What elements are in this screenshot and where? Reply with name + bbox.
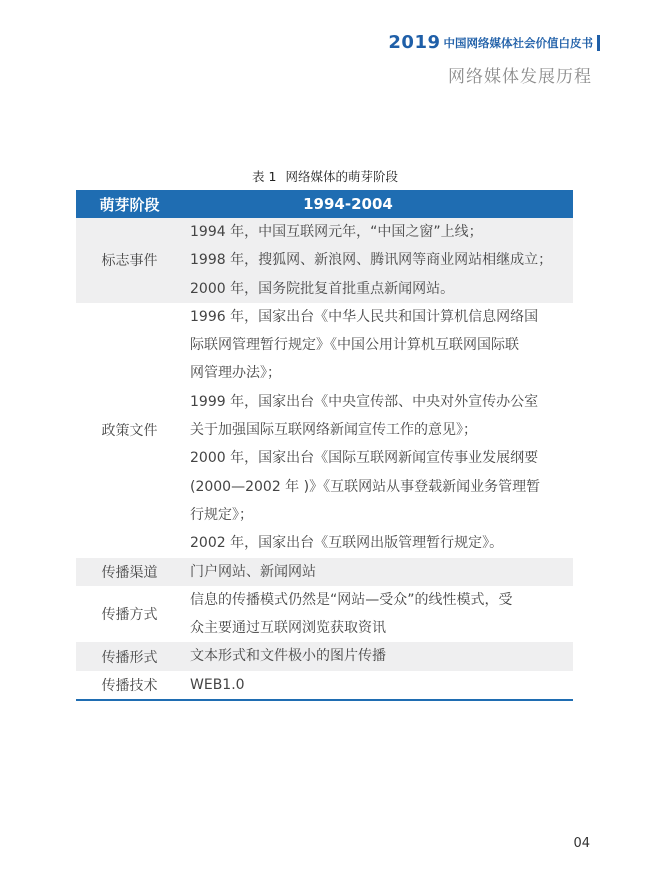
row-label: 传播技术 (76, 671, 183, 700)
content-line: WEB1.0 (190, 676, 245, 693)
table-row (76, 218, 573, 303)
table-header-row (76, 190, 573, 218)
table-caption-label: 表 1 (252, 169, 277, 184)
row-content (183, 586, 573, 643)
content-line: 众主要通过互联网浏览获取资讯 (190, 620, 386, 637)
content-line: 信息的传播模式仍然是“网站—受众”的线性模式，受 (190, 591, 513, 608)
header-accent-bar (597, 35, 600, 51)
content-line: 网管理办法》； (190, 365, 281, 382)
running-header (388, 32, 600, 53)
content-line: 1996 年，国家出台《中华人民共和国计算机信息网络国 (190, 308, 539, 325)
table-row (76, 671, 573, 700)
content-line: 2002 年，国家出台《互联网出版管理暂行规定》。 (190, 535, 504, 552)
table-row (76, 558, 573, 586)
content-line: 文本形式和文件极小的图片传播 (190, 648, 386, 665)
content-line: 2000 年，国务院批复首批重点新闻网站。 (190, 280, 455, 297)
page-number: 04 (573, 836, 590, 851)
row-label: 政策文件 (101, 423, 158, 440)
content-line: 行规定》； (190, 506, 253, 523)
content-line: 1998 年，搜狐网、新浪网、腾讯网等商业网站相继成立； (190, 252, 553, 269)
content-line: 1999 年，国家出台《中央宣传部、中央对外宣传办公室 (190, 393, 539, 410)
row-label: 传播渠道 (76, 558, 183, 586)
row-content (183, 558, 573, 586)
table-caption (0, 167, 650, 185)
row-content (183, 218, 573, 303)
content-line: 1994 年，中国互联网元年，“中国之窗”上线； (190, 224, 483, 240)
content-line: (2000—2002 年 )》《互联网站从事登载新闻业务管理暂 (190, 478, 541, 495)
row-label: 传播形式 (76, 642, 183, 670)
row-content (183, 303, 573, 558)
content-line: 门户网站、新闻网站 (190, 563, 316, 580)
row-label: 传播方式 (101, 607, 158, 624)
table-header-period: 1994-2004 (183, 190, 573, 218)
row-content (183, 671, 573, 700)
row-label: 标志事件 (76, 218, 183, 303)
table-row (76, 642, 573, 670)
table-caption-title: 网络媒体的萌芽阶段 (285, 169, 398, 184)
content-line: 2000 年，国家出台《国际互联网新闻宣传事业发展纲要 (190, 450, 539, 467)
section-title: 网络媒体发展历程 (448, 67, 592, 87)
row-content (183, 642, 573, 670)
header-book-title: 中国网络媒体社会价值白皮书 (443, 35, 593, 50)
data-table (76, 190, 573, 701)
content-line: 关于加强国际互联网络新闻宣传工作的意见》； (190, 422, 477, 439)
table-row (76, 303, 573, 558)
header-year: 2019 (388, 32, 441, 53)
table-header-stage: 萌芽阶段 (76, 190, 183, 218)
table-row (76, 586, 573, 643)
content-line: 际联网管理暂行规定》《中国公用计算机互联网国际联 (190, 337, 519, 354)
